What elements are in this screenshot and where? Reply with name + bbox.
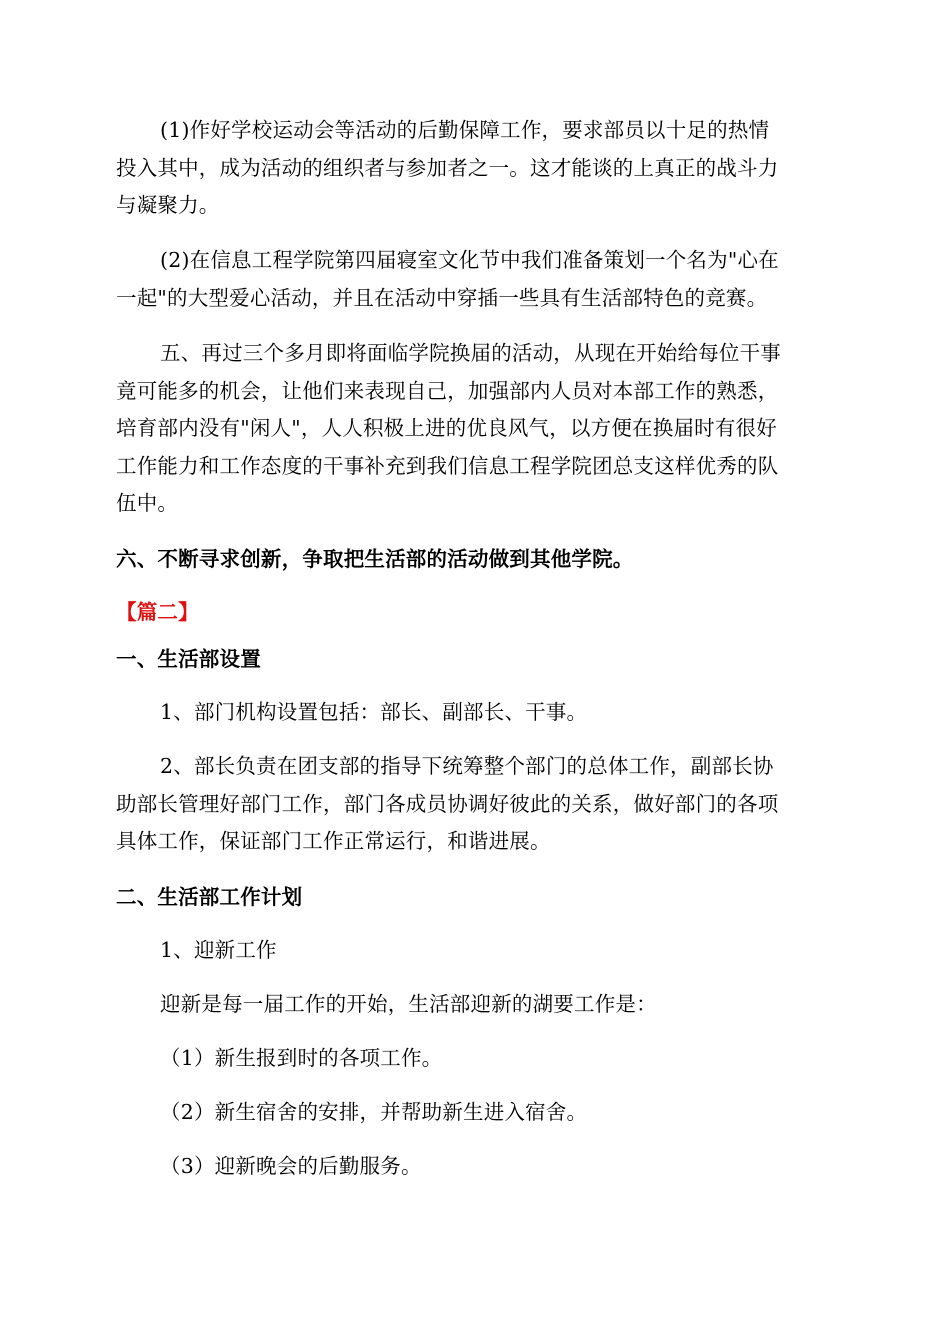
setup-item-1-text: 1、部门机构设置包括：部长、副部长、干事。 [160, 700, 588, 724]
paragraph-3-line-4: 工作能力和工作态度的干事补充到我们信息工程学院团总支这样优秀的队 [116, 453, 779, 478]
paragraph-3-line-3: 培育部内没有"闲人"，人人积极上进的优良风气，以方便在换届时有很好 [116, 416, 777, 440]
paragraph-2-line-1: (2)在信息工程学院第四届寝室文化节中我们准备策划一个名为"心在 [160, 248, 779, 272]
plan-sub-2 [116, 1094, 836, 1132]
paragraph-3-line-5: 伍中。 [116, 491, 179, 515]
paragraph-2 [116, 242, 836, 317]
plan-sub-2-text: （2）新生宿舍的安排，并帮助新生进入宿舍。 [160, 1100, 588, 1124]
paragraph-2-line-2: 一起"的大型爱心活动，并且在活动中穿插一些具有生活部特色的竞赛。 [116, 285, 768, 310]
heading-six: 六、不断寻求创新，争取把生活部的活动做到其他学院。 [116, 547, 634, 571]
heading-work-plan: 二、生活部工作计划 [116, 885, 303, 909]
paragraph-1-line-2: 投入其中，成为活动的组织者与参加者之一。这才能谈的上真正的战斗力 [116, 155, 779, 180]
paragraph-3-line-1: 五、再过三个多月即将面临学院换届的活动，从现在开始给每位干事 [160, 341, 781, 365]
heading-setup: 一、生活部设置 [116, 647, 261, 671]
setup-item-1 [116, 694, 836, 732]
setup-item-2-line-2: 助部长管理好部门工作，部门各成员协调好彼此的关系，做好部门的各项 [116, 791, 779, 816]
paragraph-3 [116, 335, 836, 523]
plan-intro-text: 迎新是每一届工作的开始，生活部迎新的湖要工作是： [160, 992, 657, 1016]
plan-item-1 [116, 932, 836, 970]
setup-item-2-line-1: 2、部长负责在团支部的指导下统筹整个部门的总体工作，副部长协 [160, 754, 774, 778]
paragraph-3-line-2: 竟可能多的机会，让他们来表现自己，加强部内人员对本部工作的熟悉， [116, 378, 779, 403]
plan-intro [116, 986, 836, 1024]
plan-sub-3-text: （3）迎新晚会的后勤服务。 [160, 1154, 422, 1178]
section-title-part-two: 【篇二】 [116, 600, 199, 624]
plan-sub-3 [116, 1148, 836, 1186]
setup-item-2-line-3: 具体工作，保证部门工作正常运行，和谐进展。 [116, 829, 551, 853]
setup-item-2 [116, 748, 836, 861]
plan-item-1-text: 1、迎新工作 [160, 938, 277, 962]
paragraph-1-line-1: (1)作好学校运动会等活动的后勤保障工作，要求部员以十足的热情 [160, 118, 770, 142]
paragraph-1 [116, 112, 836, 225]
plan-sub-1-text: （1）新生报到时的各项工作。 [160, 1046, 443, 1070]
paragraph-1-line-3: 与凝聚力。 [116, 193, 220, 217]
plan-sub-1 [116, 1040, 836, 1078]
